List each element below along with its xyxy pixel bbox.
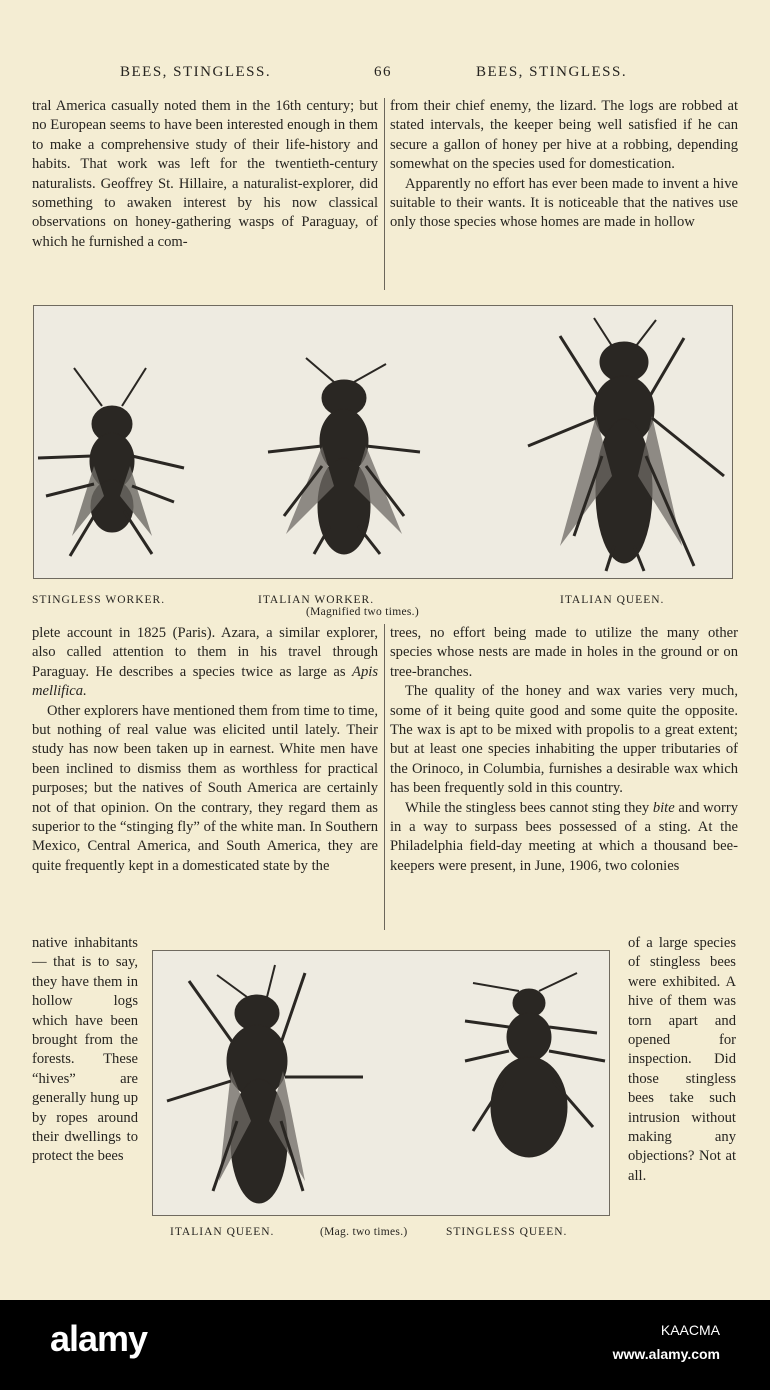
italian-queen-bee	[167, 965, 363, 1203]
alamy-logo: alamy	[50, 1318, 148, 1359]
emphasized-word: bite	[652, 799, 675, 816]
paragraph: The quality of the honey and wax varies very much, some of it being quite good and some quite the opposite. The wax is apt to be mixed with propolis to a great extent; but at least one species inhabiting the upper tributaries of the Orinoco, in Columbia, furnishes a desirable wax which has been frequently sold in this country.	[390, 683, 738, 797]
queen-illustrations	[153, 951, 609, 1215]
running-header-right: BEES, STINGLESS.	[476, 64, 628, 80]
bee-illustrations	[34, 306, 732, 578]
column-left-mid	[32, 624, 378, 876]
magnification-note: (Magnified two times.)	[306, 606, 419, 618]
italian-worker-bee	[268, 358, 420, 554]
paragraph-text: While the stingless bees cannot sting they	[405, 799, 653, 816]
caption-italian-worker: ITALIAN WORKER.	[258, 594, 375, 606]
column-right-narrow	[628, 934, 736, 1186]
column-right-top	[390, 97, 738, 233]
caption-stingless-worker: STINGLESS WORKER.	[32, 594, 166, 606]
paragraph: tral America casually noted them in the 16th century; but no European seems to have been interested enough in them to make a comprehensive study of their life-history and habits. That work was left for the twentieth-century naturalists. Geoffrey St. Hillaire, a naturalist-explorer, did something to awaken interest by his now classical observations on honey-gathering wasps of Paraguay, of which he furnished a com-	[32, 98, 378, 250]
species-name: Apis mellifica.	[32, 663, 378, 700]
caption-stingless-queen: STINGLESS QUEEN.	[446, 1226, 568, 1238]
queens-photograph	[152, 950, 610, 1216]
caption-italian-queen-2: ITALIAN QUEEN.	[170, 1226, 275, 1238]
page-number: 66	[374, 64, 392, 80]
italian-queen-bee	[528, 318, 724, 571]
column-divider	[384, 98, 385, 290]
paragraph: trees, no effort being made to utilize the many other species whose nests are made in holes in the ground or on tree-branches.	[390, 625, 738, 680]
running-header-left: BEES, STINGLESS.	[120, 64, 272, 80]
column-right-mid	[390, 624, 738, 876]
stingless-queen-bee	[465, 973, 605, 1157]
column-divider	[384, 624, 385, 930]
stingless-worker-bee	[38, 368, 184, 556]
paragraph: of a large species of stingless bees were exhibited. A hive of them was torn apart and opened for inspection. Did those stingless bees take such intrusion without making any objections? Not at all.	[628, 935, 736, 1184]
site-url: www.alamy.com	[612, 1346, 720, 1362]
paragraph: Other explorers have mentioned them from time to time, but nothing of real value was elicited until lately. Their study has now been taken up in earnest. White men have been inclined to dismiss them as worthless for practical purposes; but the natives of South America are certainly not of that opinion. On the contrary, they regard them as superior to the “stinging fly” of the white man. In Southern Mexico, Central America, and South America, they are quite frequently kept in a domesticated state by the	[32, 702, 378, 874]
bees-photograph	[33, 305, 733, 579]
paragraph: Apparently no effort has ever been made to invent a hive suitable to their wants. It is noticeable that the natives use only those species whose homes are made in hollow	[390, 175, 738, 231]
column-left-narrow	[32, 934, 138, 1167]
magnification-note-2: (Mag. two times.)	[320, 1226, 408, 1238]
paragraph	[32, 624, 378, 702]
paragraph: native inhabitants — that is to say, they have them in hollow logs which have been brought from the forests. These “hives” are generally hung up by ropes around their dwellings to protect the bees	[32, 935, 138, 1165]
paragraph	[390, 799, 738, 877]
paragraph: from their chief enemy, the lizard. The logs are robbed at stated intervals, the keeper being well satisfied if he can secure a gallon of honey per hive at a robbing, depending somewhat on the species used for domestication.	[390, 98, 738, 173]
paragraph-text: and worry in a way to surpass bees possessed of a sting. At the Philadelphia field-day meeting at which a thousand bee-keepers were present, in June, 1906, two colonies	[390, 799, 738, 874]
caption-italian-queen: ITALIAN QUEEN.	[560, 594, 665, 606]
image-id: KAACMA	[660, 1322, 720, 1338]
paragraph-text: plete account in 1825 (Paris). Azara, a similar explorer, also called attention to them in his travel through Paraguay. He describes a species twice as large as	[32, 625, 378, 680]
column-left-top	[32, 97, 378, 252]
